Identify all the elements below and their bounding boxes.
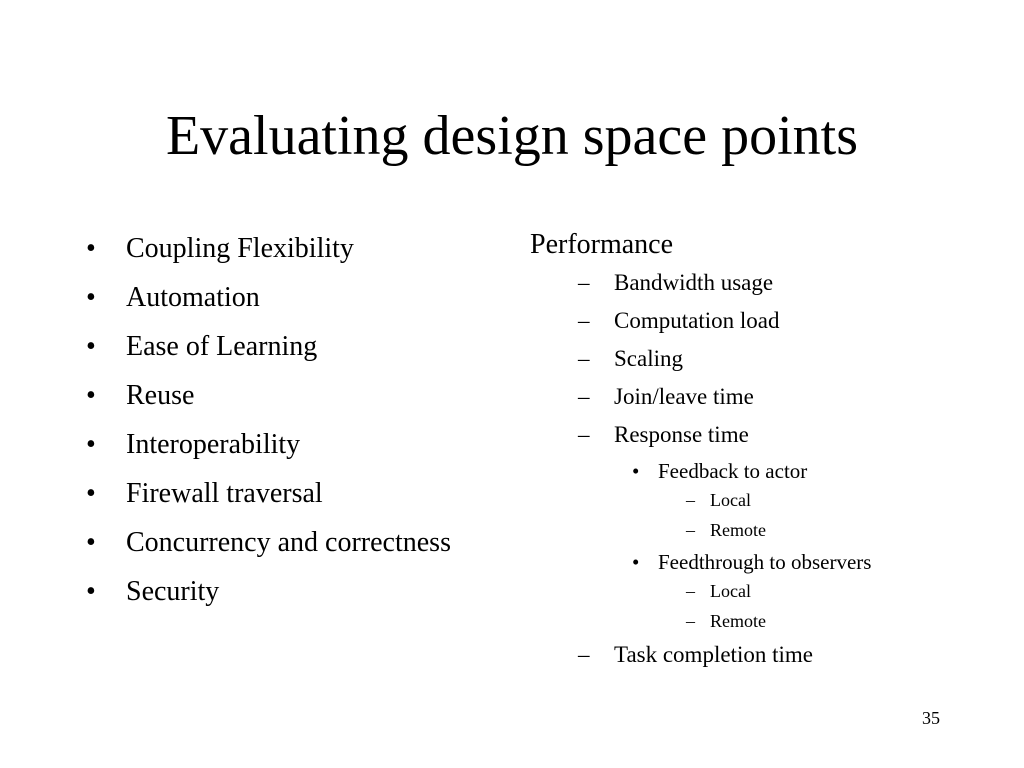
list-item bbox=[86, 229, 476, 268]
list-item bbox=[686, 578, 1000, 604]
list-item-text: Firewall traversal bbox=[126, 478, 323, 509]
dash-icon: – bbox=[578, 422, 590, 447]
bullet-icon: • bbox=[632, 550, 640, 574]
bullet-icon: • bbox=[86, 233, 96, 264]
list-item-text: Local bbox=[710, 490, 751, 510]
slide-title: Evaluating design space points bbox=[165, 105, 859, 167]
bullet-icon: • bbox=[86, 527, 96, 558]
list-item bbox=[86, 474, 476, 513]
dash-icon: – bbox=[686, 611, 695, 631]
list-item bbox=[578, 342, 1000, 375]
list-item bbox=[632, 456, 1000, 486]
list-item-text: Local bbox=[710, 581, 751, 601]
list-item bbox=[578, 380, 1000, 413]
list-item-text: Feedthrough to observers bbox=[658, 550, 872, 574]
list-item-text: Join/leave time bbox=[614, 384, 754, 409]
list-item bbox=[86, 327, 476, 366]
list-item-text: Task completion time bbox=[614, 642, 813, 667]
dash-icon: – bbox=[578, 308, 590, 333]
list-item-text: Bandwidth usage bbox=[614, 270, 774, 295]
list-item bbox=[578, 418, 1000, 451]
dash-icon: – bbox=[686, 581, 695, 601]
list-item bbox=[686, 517, 1000, 543]
list-item bbox=[578, 638, 1000, 671]
list-item-text: Feedback to actor bbox=[658, 459, 808, 483]
dash-icon: – bbox=[686, 520, 695, 540]
dash-icon: – bbox=[578, 642, 590, 667]
bullet-icon: • bbox=[86, 576, 96, 607]
list-item-text: Remote bbox=[710, 520, 766, 540]
list-item bbox=[632, 547, 1000, 577]
list-item bbox=[86, 425, 476, 464]
list-item-text: Computation load bbox=[614, 308, 780, 333]
left-bullet-list bbox=[86, 229, 476, 621]
list-item-text: Automation bbox=[126, 282, 260, 313]
list-item bbox=[578, 266, 1000, 299]
page-number: 35 bbox=[922, 708, 940, 728]
dash-icon: – bbox=[578, 270, 590, 295]
performance-list bbox=[530, 226, 1000, 676]
bullet-icon: • bbox=[86, 282, 96, 313]
bullet-icon: • bbox=[86, 331, 96, 362]
list-item-text: Scaling bbox=[614, 346, 683, 371]
list-item-text: Ease of Learning bbox=[126, 331, 318, 362]
list-item bbox=[578, 304, 1000, 337]
list-item-text: Reuse bbox=[126, 380, 195, 411]
list-item-text: Concurrency and correctness bbox=[126, 527, 451, 558]
bullet-icon: • bbox=[86, 478, 96, 509]
performance-heading: Performance bbox=[530, 229, 674, 260]
list-item bbox=[86, 376, 476, 415]
dash-icon: – bbox=[686, 490, 695, 510]
list-item bbox=[686, 487, 1000, 513]
list-item bbox=[686, 608, 1000, 634]
list-item-text: Security bbox=[126, 576, 220, 607]
bullet-icon: • bbox=[86, 429, 96, 460]
list-item bbox=[86, 278, 476, 317]
list-item-text: Response time bbox=[614, 422, 749, 447]
list-item-text: Remote bbox=[710, 611, 766, 631]
list-item-text: Coupling Flexibility bbox=[126, 233, 354, 264]
list-item bbox=[86, 572, 476, 611]
bullet-icon: • bbox=[86, 380, 96, 411]
bullet-icon: • bbox=[632, 459, 640, 483]
list-item bbox=[86, 523, 476, 562]
dash-icon: – bbox=[578, 384, 590, 409]
dash-icon: – bbox=[578, 346, 590, 371]
list-item-text: Interoperability bbox=[126, 429, 301, 460]
